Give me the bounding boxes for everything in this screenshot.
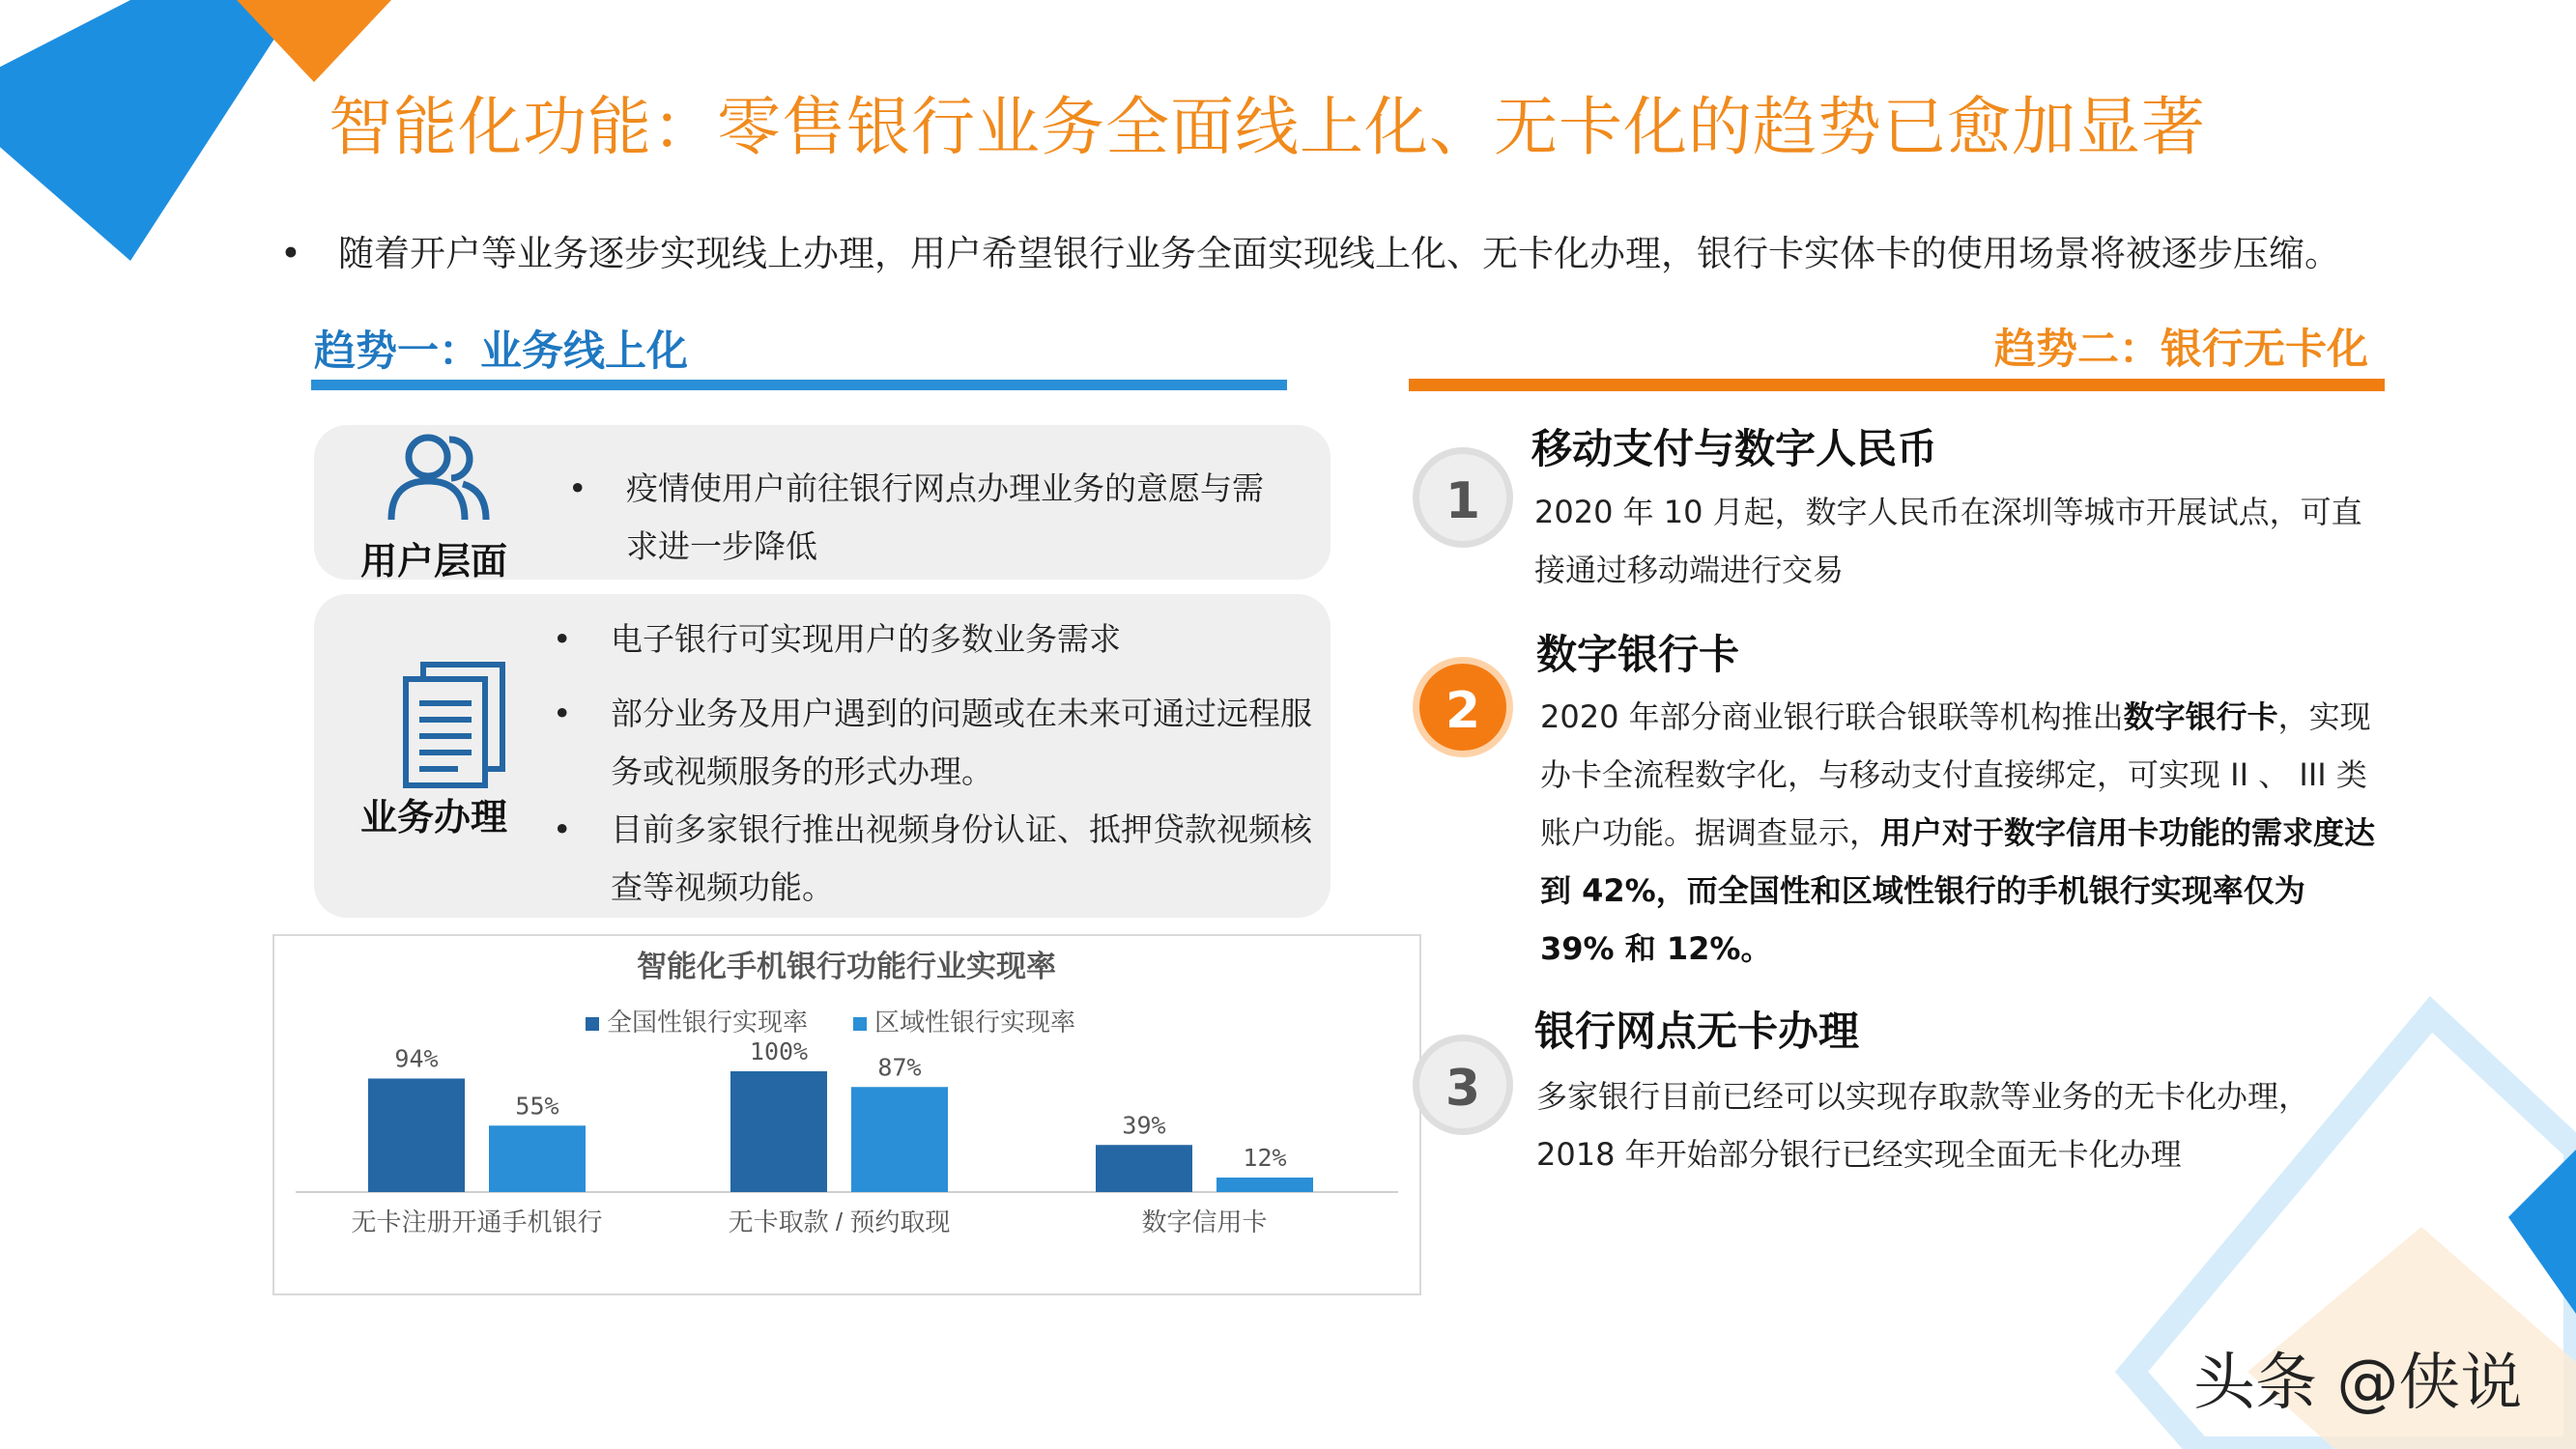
step-2-badge: 2 bbox=[1413, 657, 1513, 757]
data-label-2-2: 87% bbox=[877, 1053, 922, 1082]
page-title: 智能化功能：零售银行业务全面线上化、无卡化的趋势已愈加显著 bbox=[329, 90, 2206, 164]
item-2-title: 数字银行卡 bbox=[1536, 631, 1740, 678]
bar-2-1 bbox=[489, 1125, 586, 1192]
category-label-2: 无卡取款 / 预约取现 bbox=[728, 1208, 951, 1236]
data-label-2-3: 12% bbox=[1243, 1144, 1287, 1172]
legend-label-2: 区域性银行实现率 bbox=[874, 1008, 1076, 1037]
trend2-heading: 趋势二：银行无卡化 bbox=[1994, 326, 2368, 374]
category-label-3: 数字信用卡 bbox=[1141, 1208, 1268, 1236]
biz-bullet-1-text: 电子银行可实现用户的多数业务需求 bbox=[611, 620, 1121, 658]
bar-2-2 bbox=[851, 1087, 948, 1192]
bar-1-2 bbox=[730, 1071, 827, 1192]
bullet-mark: • bbox=[553, 620, 572, 658]
chart-title: 智能化手机银行功能行业实现率 bbox=[637, 950, 1056, 983]
user-bullet-1-text: 疫情使用户前往银行网点办理业务的意愿与需求进一步降低 bbox=[626, 469, 1264, 565]
legend-swatch-2 bbox=[853, 1017, 867, 1031]
users-icon bbox=[372, 428, 498, 525]
intro-sentence: 随着开户等业务逐步实现线上办理，用户希望银行业务全面实现线上化、无卡化办理，银行卡实体卡的使用场景将被逐步压缩。 bbox=[338, 233, 2340, 274]
item-2-body-c: ，实现办卡全流程数字化，与移动支付直接绑定，可实现 II 、 III 类账户功能。据调查显示， bbox=[1540, 698, 2371, 851]
item-2-body-bold-2: 用户对于数字信用卡功能的需求度达到 42%，而全国性和区域性银行的手机银行实现率仅为 39% 和 12%。 bbox=[1540, 814, 2376, 967]
bullet-mark: • bbox=[568, 469, 587, 507]
biz-bullet-2-text: 部分业务及用户遇到的问题或在未来可通过远程服务或视频服务的形式办理。 bbox=[611, 695, 1312, 790]
data-label-1-2: 100% bbox=[749, 1037, 809, 1065]
legend-swatch-1 bbox=[586, 1017, 599, 1031]
bar-2-3 bbox=[1216, 1178, 1313, 1192]
trend2-underline bbox=[1409, 379, 2385, 391]
item-2-body bbox=[1540, 688, 2381, 978]
chart-frame bbox=[272, 934, 1421, 1295]
bar-1-1 bbox=[368, 1079, 465, 1193]
document-icon bbox=[394, 660, 510, 790]
item-2-body-a: 2020 年部分商业银行联合银联等机构推出 bbox=[1540, 698, 2124, 735]
data-label-2-1: 55% bbox=[515, 1092, 559, 1121]
bar-chart bbox=[274, 936, 1419, 1293]
watermark: 头条 @侠说 bbox=[2193, 1348, 2523, 1419]
user-bullet-1 bbox=[568, 460, 1293, 576]
item-1-title: 移动支付与数字人民币 bbox=[1531, 425, 1938, 472]
item-3-body: 多家银行目前已经可以实现存取款等业务的无卡化办理， 2018 年开始部分银行已经实现全面无卡化办理 bbox=[1536, 1078, 2310, 1173]
bullet-mark: • bbox=[553, 810, 572, 848]
data-label-1-1: 94% bbox=[394, 1044, 439, 1073]
item-2-body-bold-1: 数字银行卡 bbox=[2123, 698, 2278, 735]
intro-text bbox=[280, 224, 2340, 276]
business-panel-label: 业务办理 bbox=[360, 796, 508, 838]
biz-bullet-3-text: 目前多家银行推出视频身份认证、抵押贷款视频核查等视频功能。 bbox=[611, 810, 1312, 906]
user-panel-label: 用户层面 bbox=[360, 540, 508, 582]
biz-bullet-1 bbox=[553, 611, 1306, 668]
legend-label-1: 全国性银行实现率 bbox=[607, 1008, 809, 1037]
item-3-title: 银行网点无卡办理 bbox=[1534, 1008, 1860, 1055]
bar-1-3 bbox=[1096, 1145, 1192, 1192]
item-1-body: 2020 年 10 月起，数字人民币在深圳等城市开展试点，可直接通过移动端进行交易 bbox=[1534, 494, 2362, 588]
bullet-mark: • bbox=[553, 695, 572, 732]
bullet-mark: • bbox=[280, 233, 301, 274]
biz-bullet-2 bbox=[553, 685, 1316, 801]
trend1-heading: 趋势一：业务线上化 bbox=[314, 327, 688, 376]
step-1-badge: 1 bbox=[1413, 447, 1513, 548]
category-label-1: 无卡注册开通手机银行 bbox=[351, 1208, 603, 1236]
step-3-badge: 3 bbox=[1413, 1035, 1513, 1135]
trend1-underline bbox=[311, 380, 1287, 390]
biz-bullet-3 bbox=[553, 801, 1316, 917]
data-label-1-3: 39% bbox=[1122, 1111, 1166, 1140]
